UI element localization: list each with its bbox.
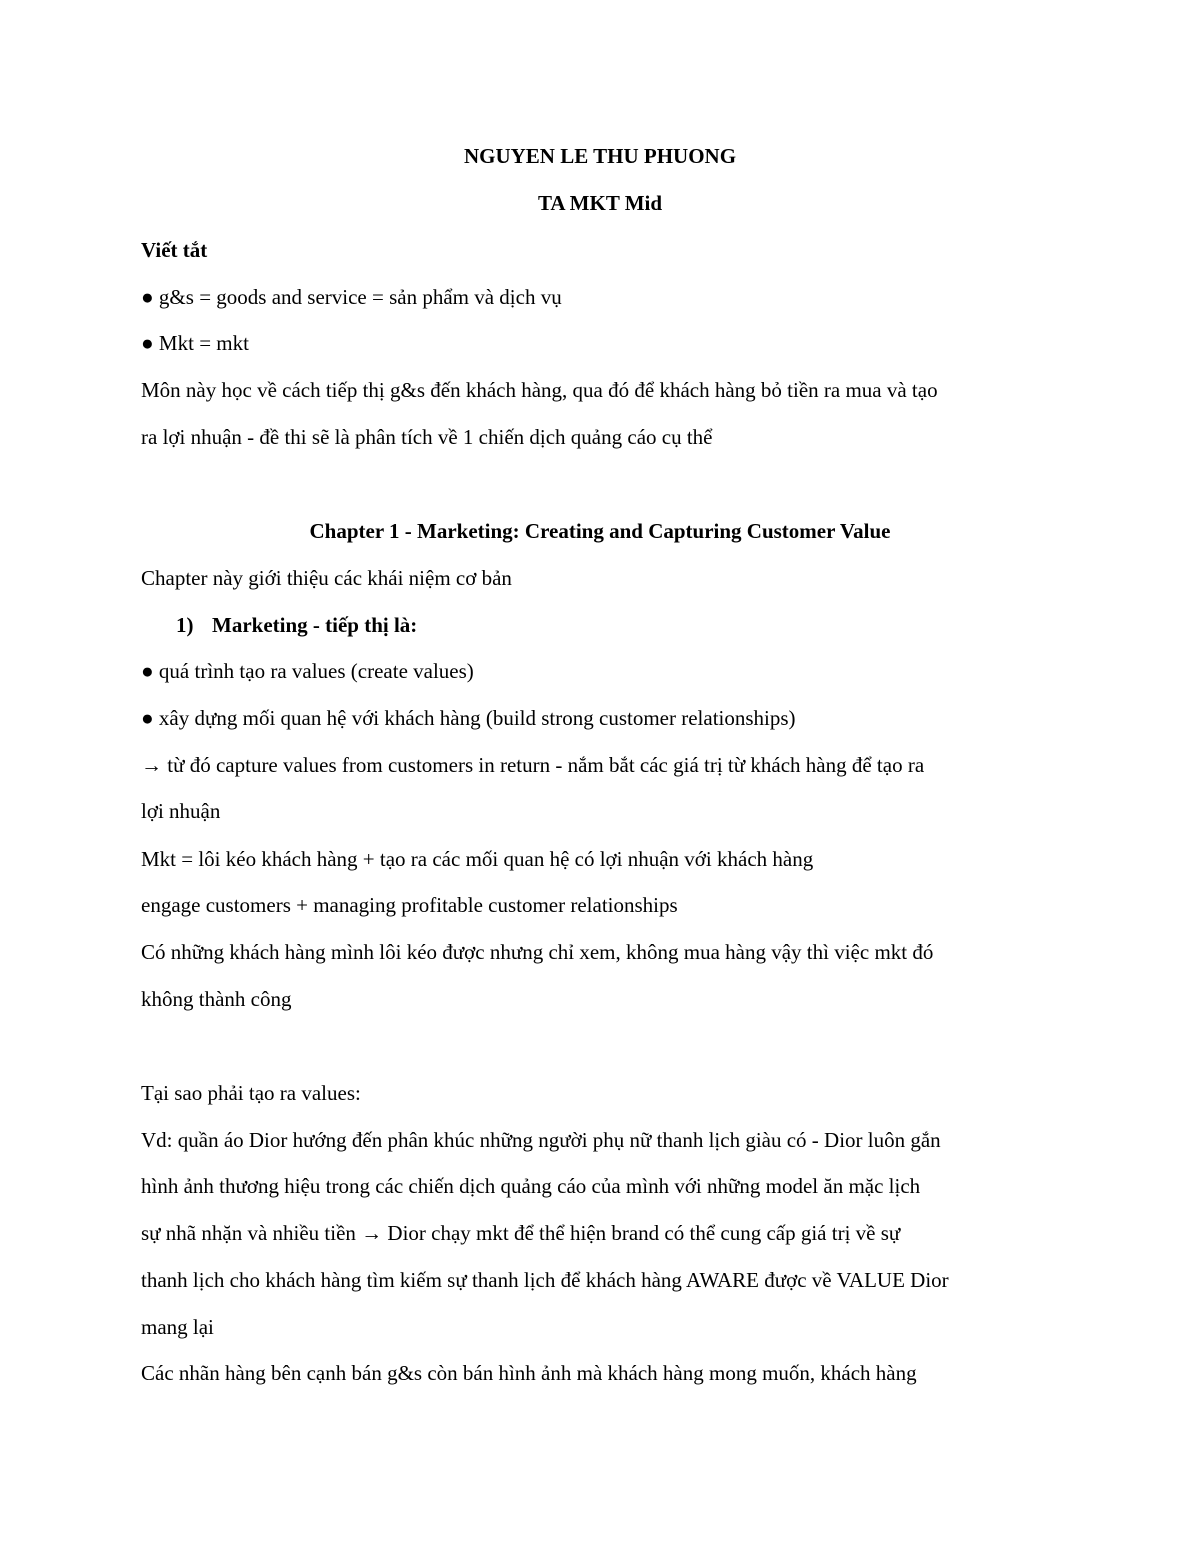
example-paragraph-line: hình ảnh thương hiệu trong các chiến dịch quảng cáo của mình với những model ăn mặc lịch	[141, 1174, 921, 1198]
example-paragraph-line: Vd: quần áo Dior hướng đến phân khúc những người phụ nữ thanh lịch giàu có - Dior luôn gắn	[141, 1128, 941, 1152]
why-values-heading: Tại sao phải tạo ra values:	[141, 1081, 361, 1105]
example-paragraph-line: mang lại	[141, 1315, 214, 1339]
section-title: Marketing - tiếp thị là:	[212, 613, 418, 637]
intro-paragraph-line: ra lợi nhuận - đề thi sẽ là phân tích về 1 chiến dịch quảng cáo cụ thể	[141, 425, 713, 449]
definition-bullet: ● xây dựng mối quan hệ với khách hàng (build strong customer relationships)	[141, 706, 796, 730]
arrow-paragraph-line: → từ đó capture values from customers in return - nắm bắt các giá trị từ khách hàng để tạo ra	[141, 753, 925, 777]
chapter-title: Chapter 1 - Marketing: Creating and Capturing Customer Value	[309, 519, 891, 543]
example-paragraph-line: thanh lịch cho khách hàng tìm kiếm sự thanh lịch để khách hàng AWARE được về VALUE Dior	[141, 1268, 949, 1292]
chapter-intro: Chapter này giới thiệu các khái niệm cơ bản	[141, 566, 512, 590]
author-name: NGUYEN LE THU PHUONG	[463, 144, 737, 168]
intro-paragraph-line: Môn này học về cách tiếp thị g&s đến khách hàng, qua đó để khách hàng bỏ tiền ra mua và tạo	[141, 378, 938, 402]
note-paragraph-line: Có những khách hàng mình lôi kéo được nhưng chỉ xem, không mua hàng vậy thì việc mkt đó	[141, 940, 934, 964]
abbreviation-item: ● Mkt = mkt	[141, 331, 249, 355]
arrow-paragraph-line: lợi nhuận	[141, 799, 221, 823]
mkt-definition-english: engage customers + managing profitable customer relationships	[141, 893, 678, 917]
section-heading	[176, 612, 417, 638]
note-paragraph-line: không thành công	[141, 987, 292, 1011]
abbreviations-heading: Viết tắt	[141, 238, 208, 262]
definition-bullet: ● quá trình tạo ra values (create values)	[141, 659, 474, 683]
document-subtitle: TA MKT Mid	[537, 191, 663, 215]
example-paragraph-line: sự nhã nhặn và nhiều tiền → Dior chạy mkt để thể hiện brand có thể cung cấp giá trị về sự	[141, 1221, 901, 1245]
abbreviation-item: ● g&s = goods and service = sản phẩm và dịch vụ	[141, 285, 562, 309]
mkt-definition: Mkt = lôi kéo khách hàng + tạo ra các mối quan hệ có lợi nhuận với khách hàng	[141, 847, 814, 871]
brands-paragraph-line: Các nhãn hàng bên cạnh bán g&s còn bán hình ảnh mà khách hàng mong muốn, khách hàng	[141, 1361, 917, 1385]
section-number: 1)	[176, 613, 194, 637]
